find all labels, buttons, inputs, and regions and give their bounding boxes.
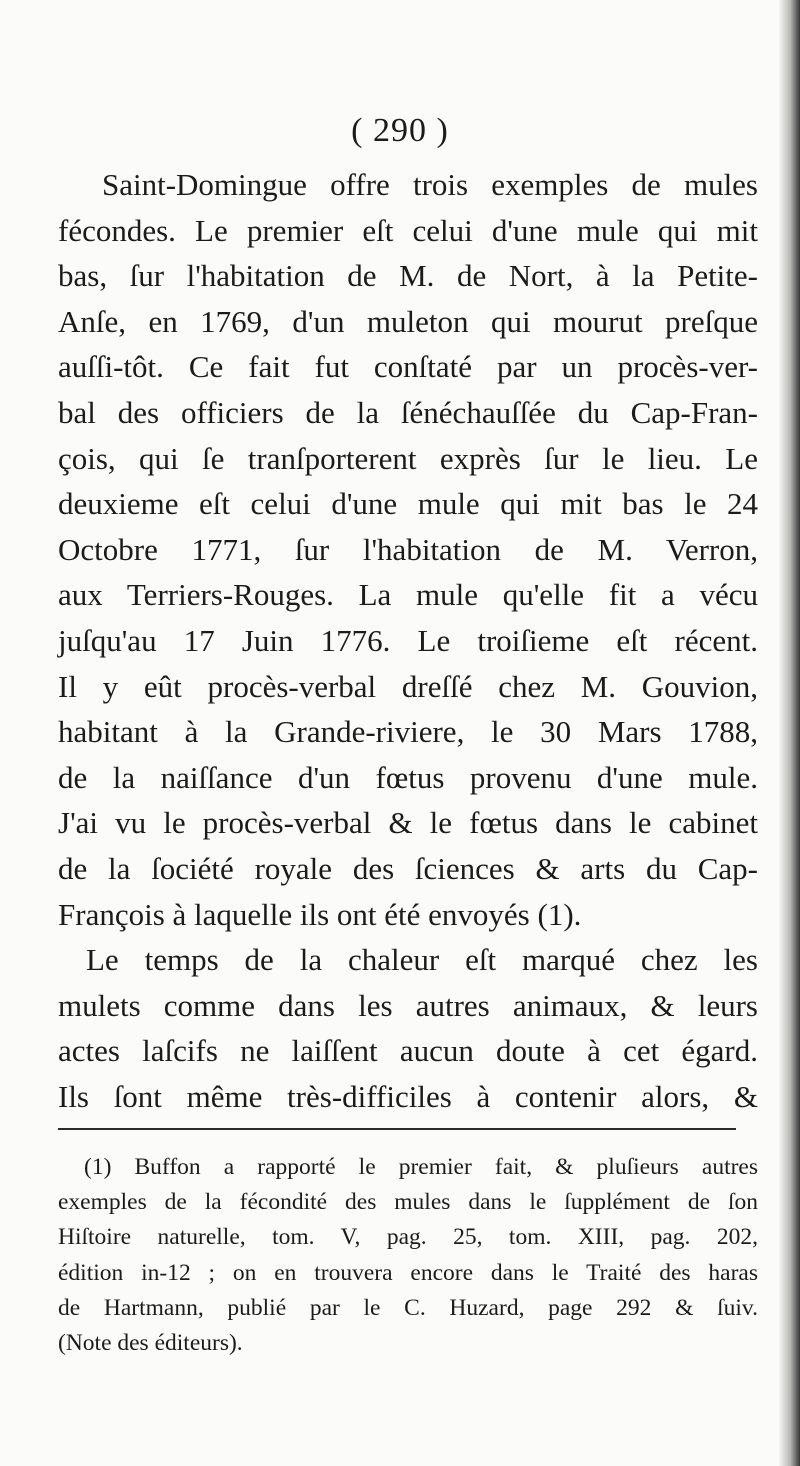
text-line: Octobre 1771, ſur l'habitation de M. Verron,	[58, 531, 758, 567]
footnote-line: exemples de la fécondité des mules dans le ſupplément de ſon	[58, 1189, 758, 1216]
text-line: Ils ſont même très-difficiles à contenir alors, &	[58, 1078, 758, 1114]
text-line: habitant à la Grande-riviere, le 30 Mars 1788,	[58, 714, 758, 750]
text-line: actes laſcifs ne laiſſent aucun doute à cet égard.	[58, 1033, 758, 1069]
text-line: auſſi-tôt. Ce fait fut conſtaté par un procès-ver-	[58, 349, 758, 385]
text-line: mulets comme dans les autres animaux, & leurs	[58, 987, 758, 1023]
text-line: Il y eût procès-verbal dreſſé chez M. Gouvion,	[58, 668, 758, 704]
text-line: de la ſociété royale des ſciences & arts du Cap-	[58, 850, 758, 886]
page-number: ( 290 )	[351, 112, 449, 149]
footnote	[58, 1150, 758, 1361]
footnote-line: édition in-12 ; on en trouvera encore dans le Traité des haras	[58, 1259, 758, 1286]
text-line: fécondes. Le premier eſt celui d'une mule qui mit	[58, 212, 758, 248]
text-line: bal des officiers de la ſénéchauſſée du Cap-Fran-	[58, 394, 758, 430]
text-line: François à laquelle ils ont été envoyés (1).	[58, 896, 582, 932]
text-line: de la naiſſance d'un fœtus provenu d'une mule.	[58, 759, 758, 795]
footnote-line: de Hartmann, publié par le C. Huzard, page 292 & ſuiv.	[58, 1294, 758, 1321]
text-line: çois, qui ſe tranſporterent exprès ſur le lieu. Le	[58, 440, 758, 476]
text-line: bas, ſur l'habitation de M. de Nort, à la Petite-	[58, 258, 758, 294]
footnote-line: (1) Buffon a rapporté le premier fait, & pluſieurs autres	[84, 1154, 758, 1180]
body-text	[58, 162, 758, 1119]
text-line: aux Terriers-Rouges. La mule qu'elle fit a vécu	[58, 577, 758, 613]
footnote-line: (Note des éditeurs).	[58, 1329, 243, 1356]
text-line: Anſe, en 1769, d'un muleton qui mourut preſque	[58, 303, 758, 339]
text-line: J'ai vu le procès-verbal & le fœtus dans le cabinet	[58, 805, 758, 841]
text-line: juſqu'au 17 Juin 1776. Le troiſieme eſt récent.	[58, 622, 758, 658]
footnote-line: Hiſtoire naturelle, tom. V, pag. 25, tom. XIII, pag. 202,	[58, 1224, 758, 1251]
text-line: Saint-Domingue offre trois exemples de mules	[102, 167, 758, 202]
text-line: Le temps de la chaleur eſt marqué chez les	[86, 942, 758, 978]
binding-shadow	[778, 0, 800, 1466]
footnote-divider	[58, 1128, 736, 1130]
text-line: deuxieme eſt celui d'une mule qui mit bas le 24	[58, 486, 758, 522]
